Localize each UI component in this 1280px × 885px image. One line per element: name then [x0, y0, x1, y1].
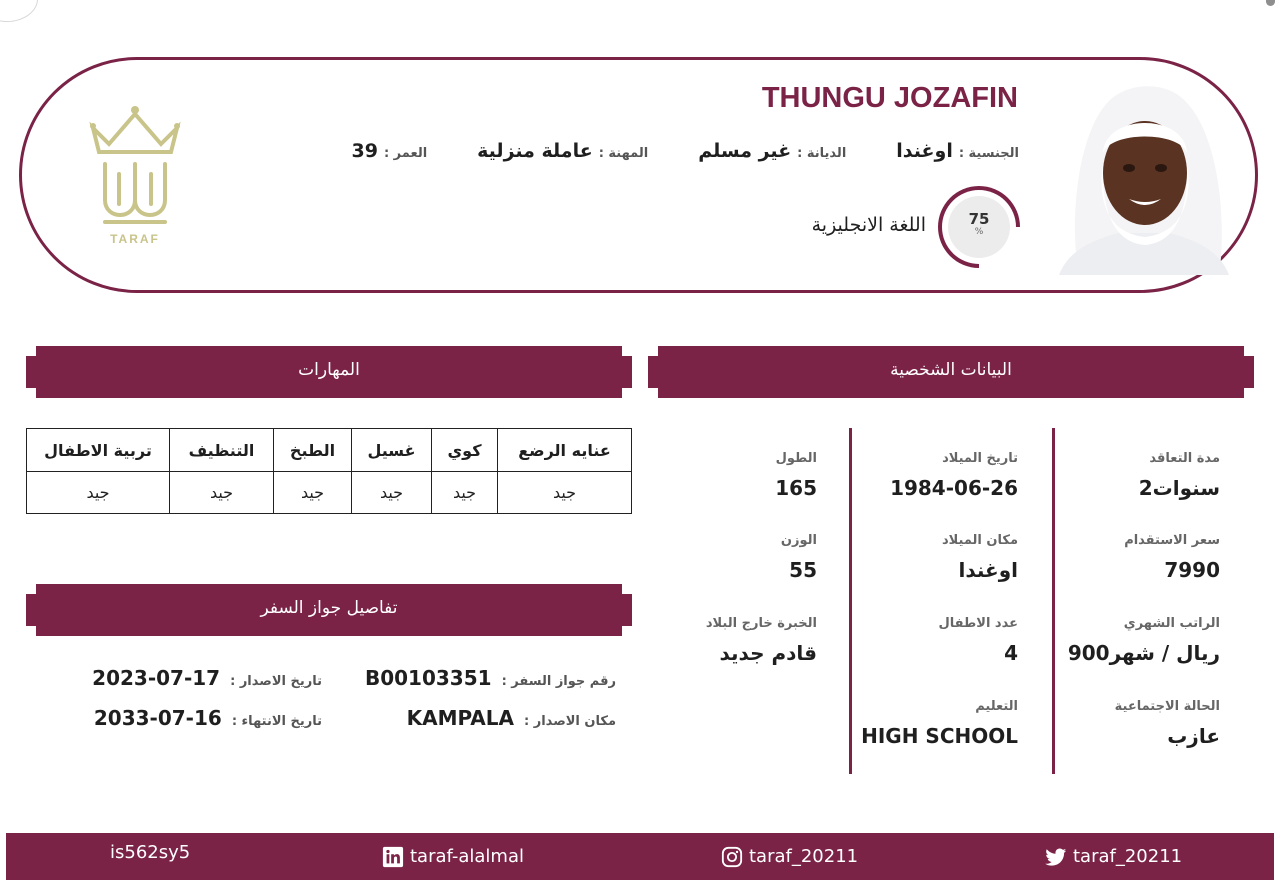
- language-progress-ring: [938, 186, 1020, 268]
- nationality-label: الجنسية :: [958, 146, 1019, 161]
- passport-number-label: رقم جواز السفر :: [501, 674, 616, 689]
- instagram-handle: taraf_20211: [749, 846, 859, 867]
- skill-level: جيد: [352, 472, 432, 514]
- footer-instagram-link[interactable]: [721, 833, 858, 880]
- age-value: 39: [351, 140, 378, 162]
- field-value: 900ريال / شهر: [1067, 641, 1220, 665]
- skill-level: جيد: [274, 472, 352, 514]
- skills-header-row: [27, 429, 632, 472]
- passport-title: تفاصيل جواز السفر: [260, 598, 398, 618]
- field-value: عازب: [1167, 724, 1220, 748]
- skills-banner: [26, 346, 632, 398]
- monthly-salary-field: [1068, 616, 1220, 665]
- skill-header: التنظيف: [170, 429, 274, 472]
- field-label: الطول: [775, 451, 817, 466]
- passport-issue-date-field: [92, 666, 322, 690]
- worker-name: THUNGU JOZAFIN: [761, 82, 1018, 114]
- profession-label: المهنة :: [598, 146, 649, 161]
- field-value: 55: [789, 558, 817, 582]
- skill-header: تربية الاطفال: [27, 429, 170, 472]
- skill-level: جيد: [498, 472, 632, 514]
- instagram-icon: [721, 846, 743, 868]
- field-value: 2سنوات: [1138, 476, 1220, 500]
- field-value: 165: [775, 476, 817, 500]
- field-value: 1984-06-26: [890, 476, 1018, 500]
- expiry-date-value: 2033-07-16: [93, 706, 222, 730]
- profession-field: [477, 140, 648, 162]
- field-label: الراتب الشهري: [1123, 616, 1220, 631]
- profession-value: عاملة منزلية: [477, 140, 593, 162]
- age-label: العمر :: [383, 146, 428, 161]
- education-field: [861, 699, 1018, 748]
- scroll-indicator: [1266, 0, 1275, 6]
- field-label: تاريخ الميلاد: [942, 451, 1018, 466]
- passport-banner: [26, 584, 632, 636]
- skill-header: كوي: [432, 429, 498, 472]
- linkedin-handle: taraf-alalmal: [410, 846, 524, 867]
- recruitment-price-field: [1124, 533, 1220, 582]
- field-value: HIGH SCHOOL: [861, 724, 1018, 748]
- skill-header: غسيل: [352, 429, 432, 472]
- skill-level: جيد: [27, 472, 170, 514]
- expiry-date-label: تاريخ الانتهاء :: [231, 714, 322, 729]
- field-label: الحالة الاجتماعية: [1114, 699, 1220, 714]
- personal-data-banner: [648, 346, 1254, 398]
- skills-value-row: [27, 472, 632, 514]
- field-value: 7990: [1164, 558, 1220, 582]
- field-label: عدد الاطفال: [938, 616, 1018, 631]
- passport-expiry-date-field: [94, 706, 322, 730]
- religion-label: الديانة :: [797, 146, 847, 161]
- contract-duration-field: [1139, 451, 1220, 500]
- percent-sign: %: [974, 227, 984, 237]
- issue-date-label: تاريخ الاصدار :: [230, 674, 322, 689]
- issue-place-value: KAMPALA: [406, 706, 515, 730]
- nationality-value: اوغندا: [896, 140, 953, 162]
- skill-level: جيد: [170, 472, 274, 514]
- footer-twitter-link[interactable]: [1045, 833, 1182, 880]
- corner-decoration: [0, 0, 38, 22]
- marital-status-field: [1115, 699, 1220, 748]
- worker-photo: [1059, 73, 1229, 275]
- profile-info-row: [300, 136, 1019, 166]
- column-divider: [849, 428, 852, 774]
- twitter-icon: [1045, 846, 1067, 868]
- skill-level: جيد: [432, 472, 498, 514]
- field-label: التعليم: [975, 699, 1018, 714]
- field-label: سعر الاستقدام: [1124, 533, 1220, 548]
- personal-data-title: البيانات الشخصية: [890, 360, 1012, 380]
- field-label: مدة التعاقد: [1149, 451, 1220, 466]
- column-divider: [1052, 428, 1055, 774]
- footer-linkedin-link[interactable]: [382, 833, 524, 880]
- skill-header: الطبخ: [274, 429, 352, 472]
- field-value: 4: [1004, 641, 1018, 665]
- footer-bar: [6, 833, 1274, 880]
- reference-code: is562sy5: [110, 842, 191, 863]
- issue-date-value: 2023-07-17: [92, 666, 221, 690]
- twitter-handle: taraf_20211: [1073, 846, 1183, 867]
- field-value: اوغندا: [958, 558, 1018, 582]
- religion-field: [698, 140, 846, 162]
- passport-issue-place-field: [407, 706, 616, 730]
- footer-code: [110, 829, 190, 876]
- height-field: [775, 451, 817, 500]
- field-label: مكان الميلاد: [941, 533, 1018, 548]
- skills-table: [26, 428, 632, 514]
- birth-date-field: [890, 451, 1018, 500]
- language-progress-core: [948, 196, 1010, 258]
- skill-header: عنايه الرضع: [498, 429, 632, 472]
- linkedin-icon: [382, 846, 404, 868]
- field-label: الخبرة خارج البلاد: [705, 616, 817, 631]
- age-field: [352, 140, 428, 162]
- passport-number-value: B00103351: [364, 666, 492, 690]
- field-label: الوزن: [780, 533, 817, 548]
- weight-field: [781, 533, 817, 582]
- logo-text: TARAF: [110, 232, 160, 246]
- language-name: اللغة الانجليزية: [811, 214, 926, 236]
- experience-abroad-field: [706, 616, 817, 665]
- passport-number-field: [365, 666, 616, 690]
- children-count-field: [939, 616, 1019, 665]
- nationality-field: [896, 140, 1019, 162]
- skills-title: المهارات: [298, 360, 360, 380]
- field-value: قادم جديد: [719, 641, 817, 665]
- religion-value: غير مسلم: [698, 140, 792, 162]
- taraf-logo: [83, 104, 187, 246]
- issue-place-label: مكان الاصدار :: [524, 714, 616, 729]
- language-percent: 75: [968, 210, 990, 228]
- birth-place-field: [942, 533, 1018, 582]
